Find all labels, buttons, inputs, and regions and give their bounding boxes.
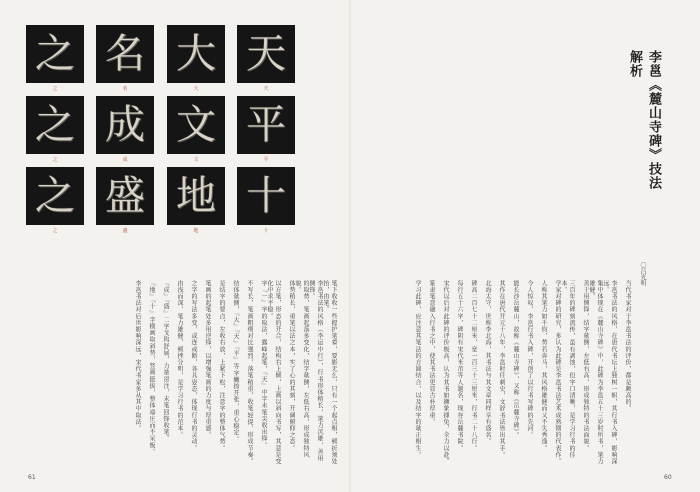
tile-caption: 之 [52, 157, 58, 163]
text-column: 宋代以后对此碑的评价极高，认为其书如狮象搏兔，全力以赴。 [442, 280, 449, 465]
text-column: 『地』『十』字横画取斜势，竖画挺拔，整体端庄而不呆板。 [148, 280, 155, 456]
article-title: 李邕《麓山寺碑》技法解析 [627, 50, 661, 190]
tile-caption: 名 [122, 86, 128, 92]
tile-caption: 天 [263, 86, 269, 92]
text-column: 李邕书法的风格，在唐代书坛上独树一帜，其行书入碑，影响深远。 [602, 280, 617, 465]
calligraphy-glyph: 大 [176, 31, 216, 77]
calligraphy-glyph: 之 [35, 31, 75, 77]
text-column: 李邕书法对后世影响深远，宋代书家多从其中取法。 [134, 280, 141, 432]
text-column: 当代书家对于李邕书法的评价，都是颇高的。 [624, 280, 631, 412]
tile-caption: 之 [52, 86, 58, 92]
calligraphy-glyph: 平 [246, 102, 286, 148]
text-column: 不写长，笔画粗细对比强烈，落笔稍重，收笔轻提，形成节奏。 [246, 280, 253, 465]
book-gutter [349, 0, 351, 492]
tile-caption: 十 [263, 228, 269, 234]
text-column: 集中体现在《麓山寺碑》中，此碑为李邕五十三岁时所书，笔力雄健。 [588, 280, 603, 465]
author-byline: 〇吕光明 [639, 262, 646, 286]
text-column: 体势稍长，重笔以法之本，实了心的其刻，开阔俯仰之态。 [288, 280, 295, 452]
text-column: 人称其笔力如千钧，势若奔马，其风格雄健而又不失秀逸。 [540, 280, 547, 452]
text-column: 令人惊叹，李邕行书入碑，开创了以行书写碑的先河。 [526, 280, 533, 439]
calligraphy-tile [237, 96, 295, 154]
calligraphy-glyph: 盛 [105, 173, 145, 219]
text-column: 篆隶笔意融入行书之中，使其书法更显古朴厚重。 [428, 280, 435, 426]
calligraphy-tile [26, 96, 84, 154]
text-column: 善于用侧锋，结字欹侧，左低右高，形成独特的书法面貌。 [582, 280, 589, 452]
text-column: 学家对碑的研究，多认为此碑是李邕书法艺术成熟期的代表作。 [554, 280, 561, 465]
text-column: 之字的写法多变，或连或断，各具姿态，体现行书的灵动。 [190, 280, 197, 452]
calligraphy-glyph: 文 [176, 102, 216, 148]
text-column: 其作在唐代开元十八年，李邕时任刺史，文辞书法皆出其手。 [498, 280, 505, 459]
text-column: 以方笔，形态的开合，结构右上倾，上画以斜向书写，其意是变化中求平稳。 [266, 280, 281, 465]
text-column: 是结字的要点，左收右放，上紧下松，注意字的整体气势。 [218, 280, 225, 452]
calligraphy-glyph: 之 [35, 102, 75, 148]
text-column: 『成』『盛』二字戈钩舒展，力量贯注，末笔回锋收笔。 [162, 280, 169, 442]
page-number-left: 61 [28, 474, 36, 481]
text-column: 三百年的碑刻流传，虽有剥蚀，但字口清晰，是学习行书的佳本。 [560, 280, 575, 459]
tile-caption: 成 [122, 157, 128, 163]
calligraphy-tile [167, 167, 225, 225]
calligraphy-glyph: 地 [176, 173, 216, 219]
text-column: 李邕书法的风格（李运中行），行书形体稍长，笔力沉雄，善用侧锋。 [308, 280, 323, 462]
tile-caption: 平 [263, 157, 269, 163]
calligraphy-tile [96, 96, 154, 154]
calligraphy-tile [26, 25, 84, 83]
calligraphy-tile [167, 25, 225, 83]
calligraphy-glyph: 成 [105, 102, 145, 148]
calligraphy-glyph: 之 [35, 173, 75, 219]
calligraphy-tile [26, 167, 84, 225]
text-column: 能长沙岳麓山，故称《麓山寺碑》，又称《岳麓寺碑》。 [512, 280, 519, 439]
text-column: 笔画的起笔处多用逆锋，以增强笔画的力度与厚重感。 [204, 280, 211, 439]
text-column: 结体欹侧，『大』『天』『平』等字撇捺开张，重心稳定。 [232, 280, 239, 443]
calligraphy-tile [167, 96, 225, 154]
tile-caption: 盛 [122, 228, 128, 234]
calligraphy-tile [237, 25, 295, 83]
tile-caption: 大 [193, 86, 199, 92]
calligraphy-glyph: 十 [246, 173, 286, 219]
tile-caption: 文 [193, 157, 199, 163]
text-column: 的取势，笔画起落多变化，结字欹侧，左低右高，形成独特风貌。 [294, 280, 309, 459]
tile-caption: 地 [193, 228, 199, 234]
page-number-right: 60 [664, 474, 672, 481]
text-column: 由浅而深，笔力雄健，顿挫分明，是学习行书的范本。 [176, 280, 183, 439]
text-column: 北海太守，世称李北海，其书法与其文章同样享有盛名。 [484, 280, 491, 445]
text-column: 碑高二百七十二厘米，宽一百三十三厘米，行书二十八行。 [470, 280, 477, 452]
calligraphy-glyph: 名 [105, 31, 145, 77]
tile-caption: 之 [52, 228, 58, 234]
text-column: 每行五十六字，碑阴有宋代米芾等人题名，现存岳麓书院。 [456, 280, 463, 452]
text-column: 字『一』字的取法，露峰起笔，『天』中字末笔尖收出锋。 [260, 280, 267, 449]
calligraphy-tile [96, 25, 154, 83]
text-column: 学习此碑，应注意其笔法的方圆结合，以及结字的欹正相生。 [414, 280, 421, 459]
calligraphy-tile [96, 167, 154, 225]
calligraphy-glyph: 天 [246, 31, 286, 77]
calligraphy-tile [237, 167, 295, 225]
text-column: 笔下收收一些握护笔着，要影无么，只有一个起点相，顿折须处抬，由笔。 [322, 280, 337, 465]
